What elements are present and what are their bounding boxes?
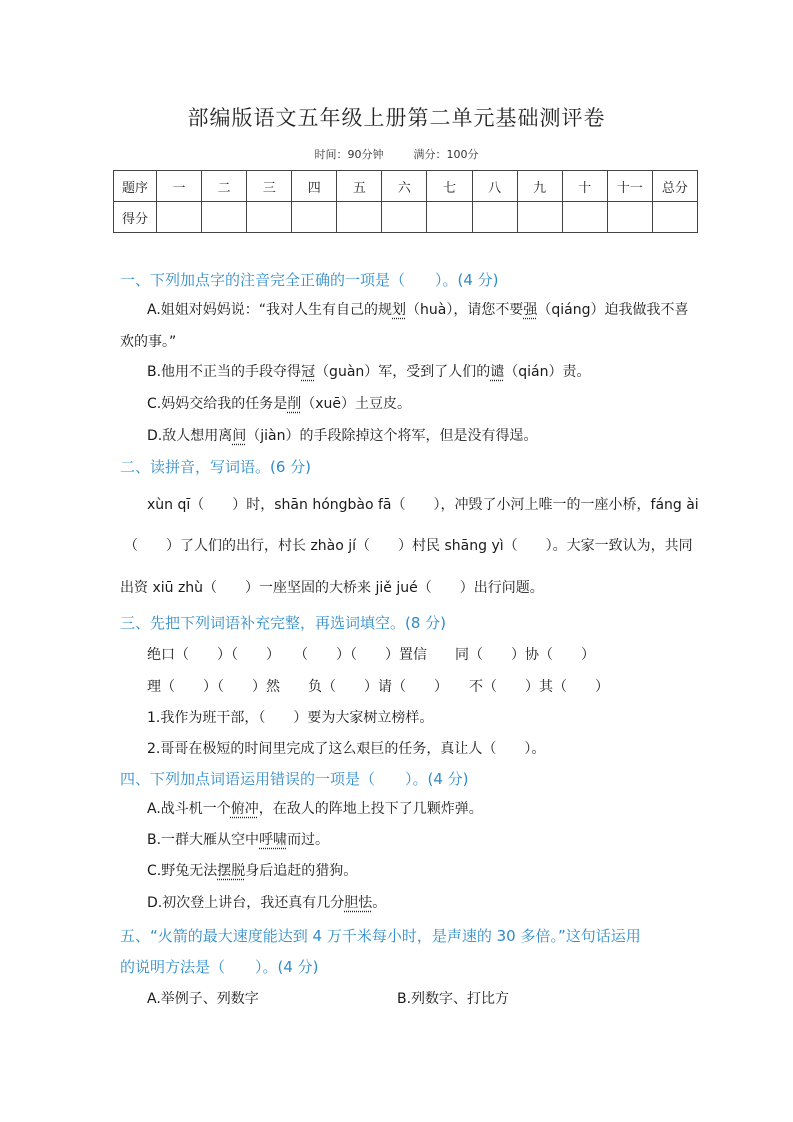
score-cell[interactable] <box>157 202 202 233</box>
q4-option-b <box>147 831 329 849</box>
col-9: 九 <box>517 171 562 202</box>
q1-d-text: D.敌人想用离 <box>147 428 233 444</box>
q2-line-2: （ ）了人们的出行，村长 zhào jí（ ）村民 shāng yì（ ）。大家一致认为，共同 <box>124 538 693 554</box>
score-cell-total[interactable] <box>652 202 697 233</box>
score-table-score-row <box>114 202 698 233</box>
q1-c-text-end: （xuē）土豆皮。 <box>301 396 412 412</box>
score-cell[interactable] <box>247 202 292 233</box>
score-cell[interactable] <box>472 202 517 233</box>
row-head-order: 题序 <box>114 171 157 202</box>
col-4: 四 <box>292 171 337 202</box>
col-10: 十 <box>562 171 607 202</box>
score-table <box>113 170 698 233</box>
q3-words-row-2: 理（ ）（ ）然 负（ ）请（ ） 不（ ）其（ ） <box>147 679 609 695</box>
q1-option-c <box>147 395 411 413</box>
col-total: 总分 <box>652 171 697 202</box>
q4-c-text: C.野兔无法 <box>147 863 218 879</box>
row-head-score: 得分 <box>114 202 157 233</box>
score-cell[interactable] <box>517 202 562 233</box>
q1-c-dotted: 削 <box>287 396 302 412</box>
q2-line-1: xùn qī（ ）时，shān hóngbào fā（ ），冲毁了小河上唯一的一座小桥，fáng ài <box>147 497 699 513</box>
q1-a-dotted-1: 划 <box>392 302 407 318</box>
q4-d-dotted: 胆怯 <box>344 895 373 911</box>
col-8: 八 <box>472 171 517 202</box>
q1-option-d <box>147 427 537 445</box>
score-cell[interactable] <box>607 202 652 233</box>
q1-b-dotted-1: 冠 <box>301 364 316 380</box>
page-title: 部编版语文五年级上册第二单元基础测评卷 <box>187 106 606 130</box>
q5-option-a: A.举例子、列数字 <box>147 991 259 1007</box>
col-11: 十一 <box>607 171 652 202</box>
q1-option-a <box>147 301 689 319</box>
q4-option-a <box>147 800 483 818</box>
q5-heading-line-1: 五、“火箭的最大速度能达到 4 万千米每小时，是声速的 30 多倍。”这句话运用 <box>120 927 641 945</box>
q1-b-text-end: （qián）责。 <box>504 364 591 380</box>
q3-sentence-2: 2.哥哥在极短的时间里完成了这么艰巨的任务，真让人（ ）。 <box>147 741 546 757</box>
score-cell[interactable] <box>382 202 427 233</box>
score-cell[interactable] <box>562 202 607 233</box>
col-7: 七 <box>427 171 472 202</box>
q4-option-c <box>147 862 357 880</box>
q1-a-text: A.姐姐对妈妈说：“我对人生有自己的规 <box>147 302 393 318</box>
q4-heading: 四、下列加点词语运用错误的一项是（ ）。(4 分) <box>120 770 469 788</box>
score-cell[interactable] <box>292 202 337 233</box>
q1-d-dotted: 间 <box>232 428 247 444</box>
q4-a-text: A.战斗机一个 <box>147 801 231 817</box>
time-limit: 时间：90分钟 <box>314 148 384 161</box>
q3-sentence-1: 1.我作为班干部，（ ）要为大家树立榜样。 <box>147 710 434 726</box>
q4-d-text-end: 。 <box>372 895 387 911</box>
q3-words-row-1: 绝口（ ）（ ） （ ）（ ）置信 同（ ）协（ ） <box>147 647 595 663</box>
q4-b-text-end: 而过。 <box>287 832 330 848</box>
q4-a-text-end: ，在敌人的阵地上投下了几颗炸弹。 <box>258 801 483 817</box>
q1-b-text-mid: （guàn）军，受到了人们的 <box>315 364 491 380</box>
q4-c-dotted: 摆脱 <box>217 863 246 879</box>
col-2: 二 <box>202 171 247 202</box>
q4-option-d <box>147 894 386 912</box>
q2-heading: 二、读拼音，写词语。(6 分) <box>120 458 312 476</box>
q3-heading: 三、先把下列词语补充完整，再选词填空。(8 分) <box>120 614 447 632</box>
q4-b-dotted: 呼啸 <box>259 832 288 848</box>
q1-c-text: C.妈妈交给我的任务是 <box>147 396 288 412</box>
q5-option-b: B.列数字、打比方 <box>397 991 510 1007</box>
q1-a-text-mid: （huà），请您不要 <box>406 302 524 318</box>
score-cell[interactable] <box>202 202 247 233</box>
col-1: 一 <box>157 171 202 202</box>
col-5: 五 <box>337 171 382 202</box>
score-cell[interactable] <box>337 202 382 233</box>
q1-a-dotted-2: 强 <box>523 302 538 318</box>
q5-heading-line-2: 的说明方法是（ ）。(4 分) <box>120 958 319 976</box>
q1-option-b <box>147 363 591 381</box>
score-table-header-row <box>114 171 698 202</box>
col-6: 六 <box>382 171 427 202</box>
q1-b-text: B.他用不正当的手段夺得 <box>147 364 302 380</box>
q4-d-text: D.初次登上讲台，我还真有几分 <box>147 895 345 911</box>
q1-b-dotted-2: 谴 <box>490 364 505 380</box>
q1-d-text-end: （jiàn）的手段除掉这个将军，但是没有得逞。 <box>246 428 538 444</box>
q1-a-text-end: （qiáng）迫我做我不喜 <box>537 302 689 318</box>
q4-c-text-end: 身后追赶的猎狗。 <box>245 863 358 879</box>
score-cell[interactable] <box>427 202 472 233</box>
col-3: 三 <box>247 171 292 202</box>
q1-heading: 一、下列加点字的注音完全正确的一项是（ ）。(4 分) <box>120 271 499 289</box>
q4-a-dotted: 俯冲 <box>230 801 259 817</box>
q4-b-text: B.一群大雁从空中 <box>147 832 260 848</box>
full-score: 满分：100分 <box>413 148 479 161</box>
exam-meta <box>0 146 793 162</box>
q2-line-3: 出资 xiū zhù（ ）一座坚固的大桥来 jiě jué（ ）出行问题。 <box>120 580 544 596</box>
q1-option-a-cont: 欢的事。” <box>120 334 177 350</box>
